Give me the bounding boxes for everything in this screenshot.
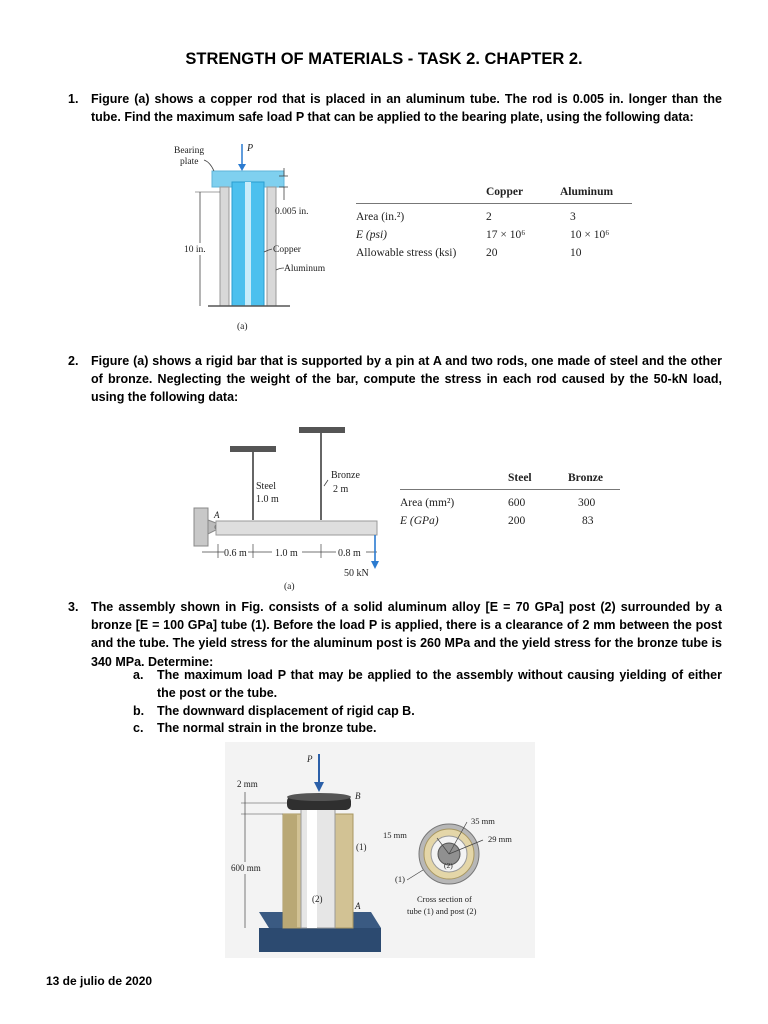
cs-tube-label: (1)	[395, 874, 405, 884]
table-1-cell: Allowable stress (ksi)	[356, 247, 457, 259]
table-2-cell: 200	[508, 515, 526, 527]
table-2-header-blank	[400, 472, 508, 490]
copper-rod-highlight	[245, 182, 251, 306]
aluminum-label: Aluminum	[284, 264, 326, 274]
table-1-materials	[356, 186, 632, 262]
problem-3-number: 3.	[68, 600, 79, 614]
subitem-b-label: b.	[133, 704, 145, 718]
plate-leader	[204, 160, 214, 171]
table-1-cell: 17 × 10⁶	[486, 229, 526, 241]
footer-date: 13 de julio de 2020	[46, 974, 153, 988]
wall-support	[194, 508, 208, 546]
table-1-cell: Area (in.²)	[356, 211, 405, 223]
subitem-a-label: a.	[133, 668, 144, 682]
cs-caption-line2: tube (1) and post (2)	[407, 906, 477, 916]
bronze-ceiling	[299, 427, 345, 433]
load-label: P	[307, 754, 313, 764]
problem-1-text: Figure (a) shows a copper rod that is placed in an aluminum tube. The rod is 0.005 in. longer than the tube. Find the maximum safe load P that can be applied to the bearing plate, using the following data:	[91, 92, 722, 125]
plate-label: plate	[180, 157, 199, 167]
table-1-cell: 3	[570, 211, 576, 223]
table-1-header-copper: Copper	[486, 186, 524, 198]
page-title: STRENGTH OF MATERIALS - TASK 2. CHAPTER 2.	[185, 50, 583, 68]
pin-label: A	[214, 510, 220, 520]
bronze-label: Bronze	[331, 470, 360, 481]
aluminum-tube-left-wall	[220, 187, 229, 306]
rigid-cap-top	[287, 793, 351, 801]
post-label: (2)	[312, 894, 323, 904]
cap-label: B	[355, 791, 361, 801]
gap-label: 0.005 in.	[275, 207, 309, 217]
rigid-bar	[216, 521, 377, 535]
copper-label: Copper	[273, 245, 301, 255]
cs-caption-line1: Cross section of	[417, 894, 472, 904]
base-label: A	[355, 901, 361, 911]
table-1-cell: E (psi)	[356, 229, 387, 241]
figure-3-assembly	[225, 742, 535, 958]
table-1-cell: 10	[570, 247, 582, 259]
problem-2-text: Figure (a) shows a rigid bar that is supported by a pin at A and two rods, one made of steel and the other of bronze. Neglecting the weight of the bar, compute the stress in each rod caused by the 50-kN load, using the following data:	[91, 354, 722, 405]
subitem-b-text: The downward displacement of rigid cap B.	[157, 704, 415, 718]
table-1-header-aluminum: Aluminum	[560, 186, 614, 198]
table-2-cell: 300	[578, 497, 596, 509]
dim-1-0: 1.0 m	[275, 548, 298, 559]
table-2-cell: Area (mm²)	[400, 497, 455, 509]
problem-1-number: 1.	[68, 92, 79, 106]
subitem-c-label: c.	[133, 721, 144, 735]
table-2-cell: E (GPa)	[400, 515, 439, 527]
load-arrowhead	[371, 561, 379, 569]
dim-0-6: 0.6 m	[224, 548, 247, 559]
figure-2-rigid-bar	[188, 422, 398, 592]
table-2-cell: 600	[508, 497, 526, 509]
d15-label: 15 mm	[383, 830, 407, 840]
load-label: 50 kN	[344, 568, 369, 579]
bronze-leader	[324, 480, 328, 486]
dim-0-8: 0.8 m	[338, 548, 361, 559]
cs-post-label: (2)	[444, 861, 453, 870]
table-2-cell: 83	[582, 515, 594, 527]
steel-length: 1.0 m	[256, 494, 279, 505]
table-2-materials	[400, 472, 620, 530]
table-1-header-blank	[356, 186, 486, 204]
figure-2-caption: (a)	[284, 582, 295, 592]
table-1-cell: 2	[486, 211, 492, 223]
figure-1-caption: (a)	[237, 322, 248, 332]
table-2-header-steel: Steel	[508, 472, 532, 484]
steel-label: Steel	[256, 481, 276, 492]
post-highlight	[307, 804, 317, 928]
bronze-tube-shade	[283, 814, 297, 928]
d35-label: 35 mm	[471, 816, 495, 826]
d29-label: 29 mm	[488, 834, 512, 844]
load-arrowhead	[238, 164, 246, 171]
length-label: 10 in.	[184, 245, 206, 255]
bronze-length: 2 m	[333, 484, 349, 495]
table-1-cell: 10 × 10⁶	[570, 229, 610, 241]
steel-ceiling	[230, 446, 276, 452]
subitem-a-text: The maximum load P that may be applied to the assembly without causing yielding of either the post or the tube.	[157, 668, 722, 700]
table-1-cell: 20	[486, 247, 498, 259]
tube-label: (1)	[356, 842, 367, 852]
base-plate	[259, 928, 381, 952]
problem-3-text: The assembly shown in Fig. consists of a solid aluminum alloy [E = 70 GPa] post (2) surrounded by a bronze [E = 100 GPa] tube (1). Before the load P is applied, there is a clearance of 2 mm between the post and the tube. The yield stress for the aluminum post is 260 MPa and the yield stress for the bronze tube is 340 MPa. Determine:	[91, 600, 722, 669]
height-label: 600 mm	[231, 863, 261, 873]
aluminum-leader	[276, 268, 284, 270]
clearance-label: 2 mm	[237, 779, 258, 789]
problem-2-number: 2.	[68, 354, 79, 368]
subitem-c-text: The normal strain in the bronze tube.	[157, 721, 377, 735]
aluminum-post	[301, 804, 335, 928]
figure-1-copper-rod	[160, 140, 360, 335]
bearing-label: Bearing	[174, 146, 205, 156]
load-label: P	[247, 143, 254, 154]
table-2-header-bronze: Bronze	[568, 472, 603, 484]
